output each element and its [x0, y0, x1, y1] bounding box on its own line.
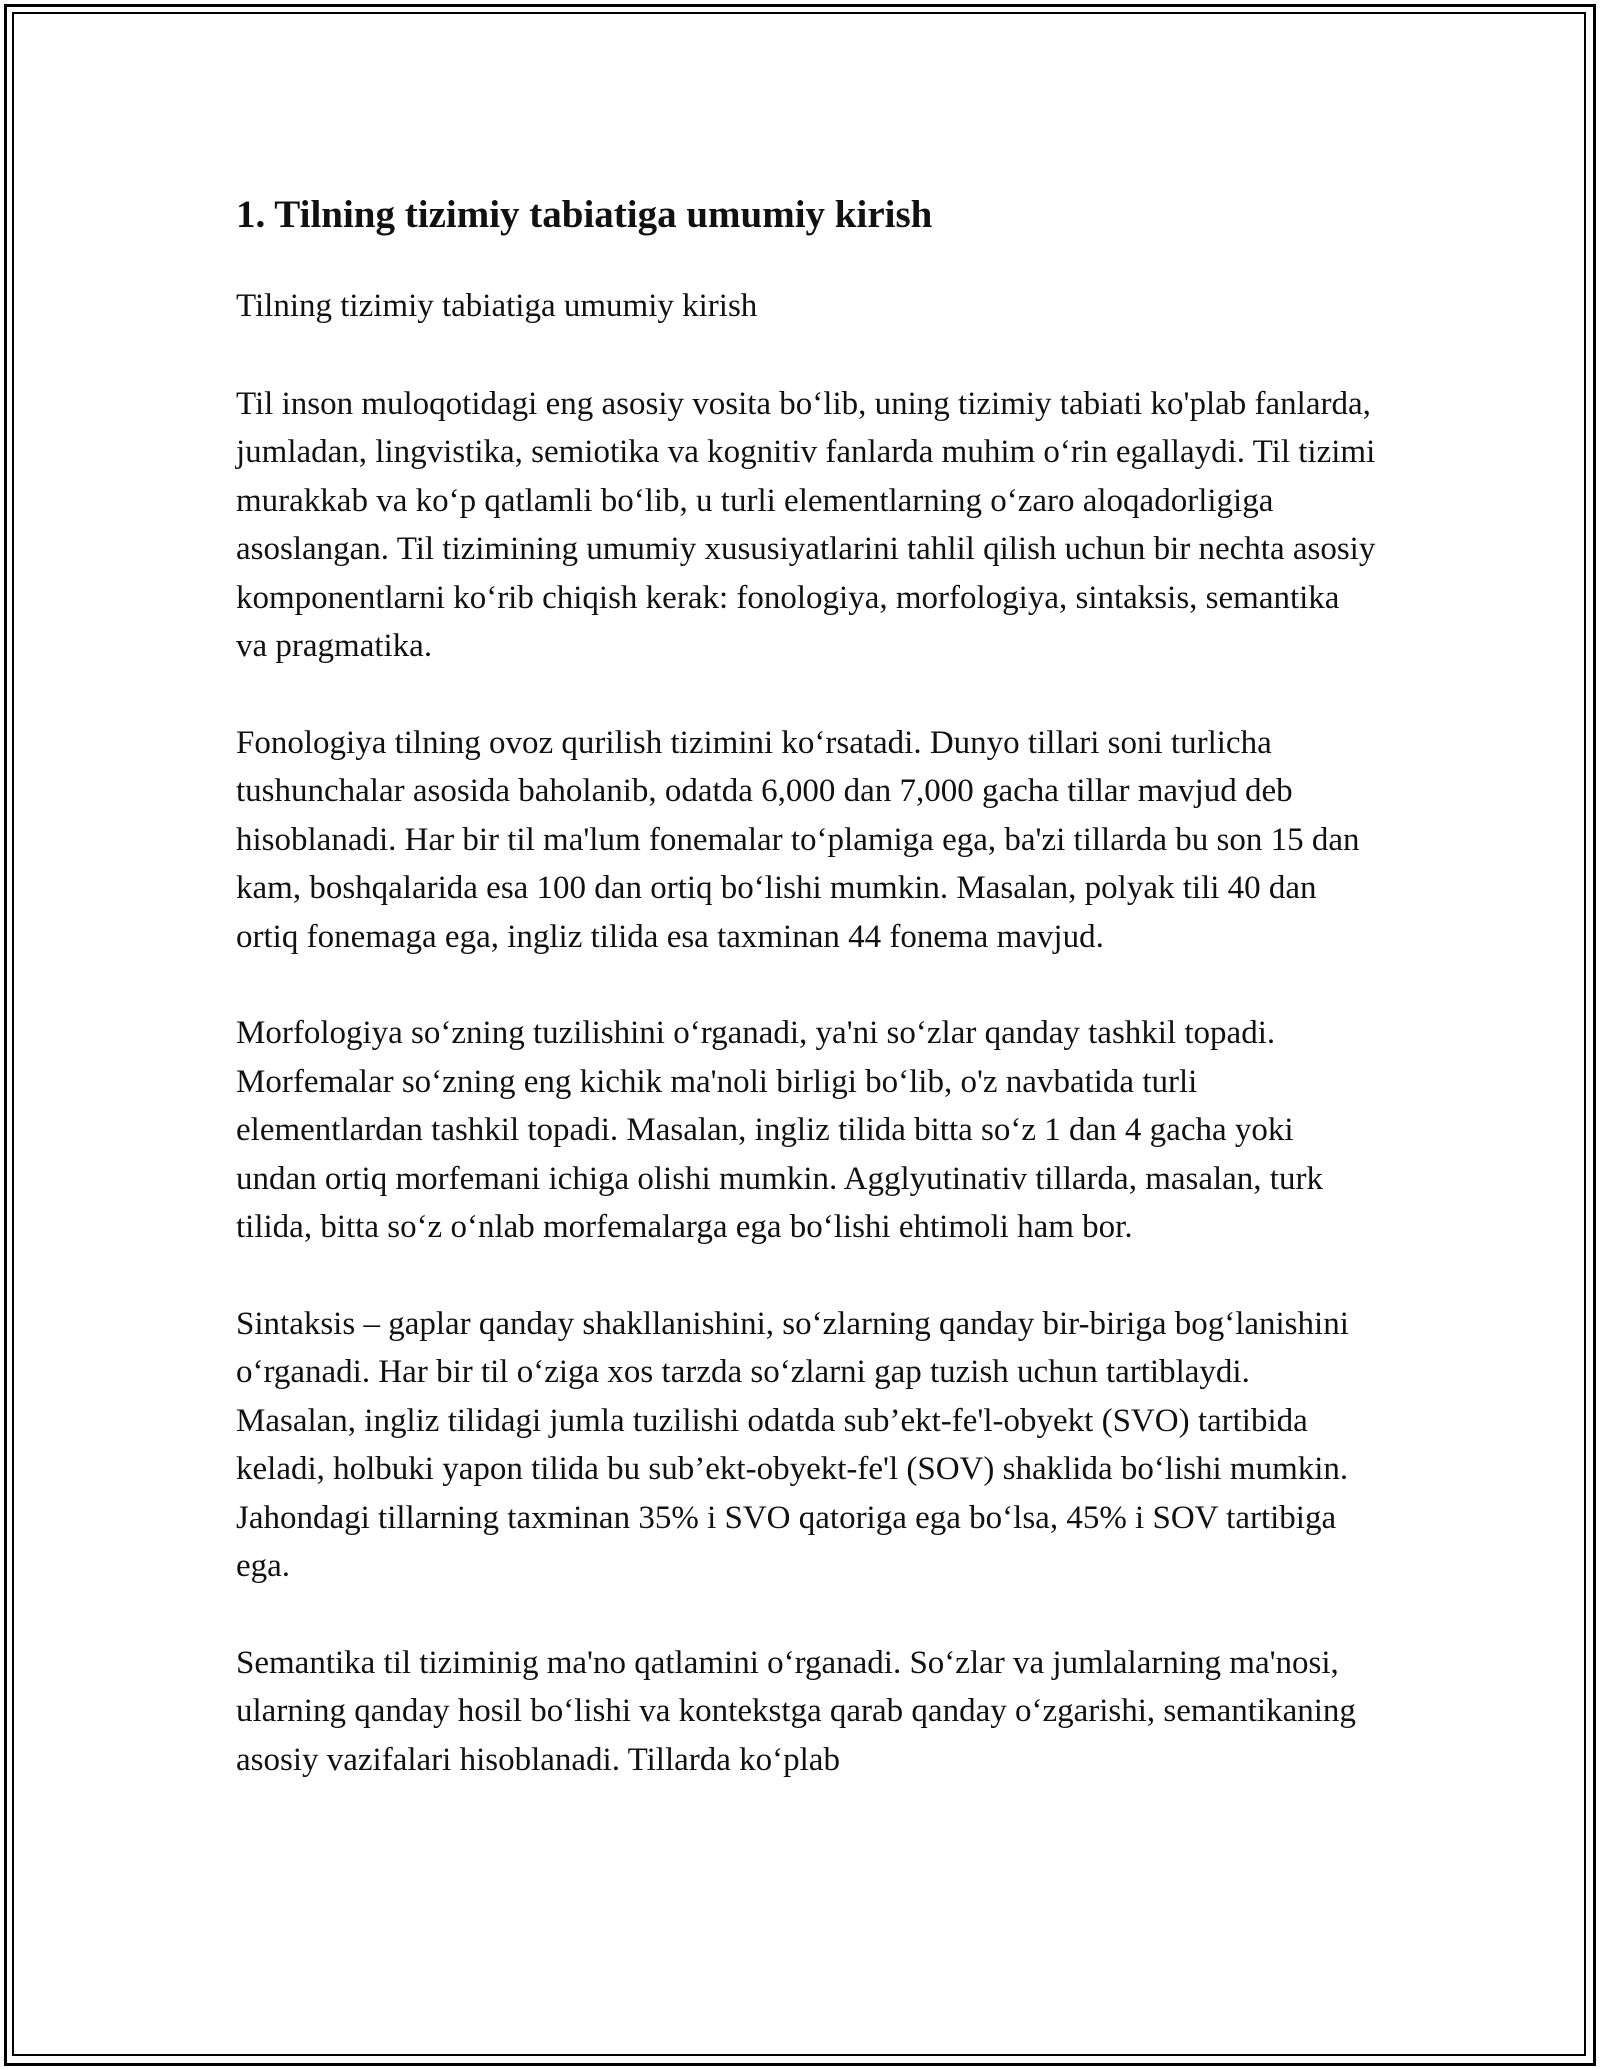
paragraph-morphology: Morfologiya so‘zning tuzilishini o‘rganadi, ya'ni so‘zlar qanday tashkil topadi. Morfemalar so‘zning eng kichik ma'noli birligi bo‘lib, o'z navbatida turli elementlardan tashkil topadi. Masalan, ingliz tilida bitta so‘z 1 dan 4 gacha yoki undan ortiq morfemani ichiga olishi mumkin. Agglyutinativ tillarda, masalan, turk tilida, bitta so‘z o‘nlab morfemalarga ega bo‘lishi ehtimoli ham bor. [236, 1015, 1323, 1245]
section-subtitle: Tilning tizimiy tabiatiga umumiy kirish [236, 288, 758, 324]
paragraph-intro: Til inson muloqotidagi eng asosiy vosita bo‘lib, uning tizimiy tabiati ko'plab fanlarda, jumladan, lingvistika, semiotika va kognitiv fanlarda muhim o‘rin egallaydi. Til tizimi murakkab va ko‘p qatlamli bo‘lib, u turli elementlarning o‘zaro aloqadorligiga asoslangan. Til tizimining umumiy xususiyatlarini tahlil qilish uchun bir nechta asosiy komponentlarni ko‘rib chiqish kerak: fonologiya, morfologiya, sintaksis, semantika va pragmatika. [236, 385, 1376, 664]
section-heading: 1. Tilning tizimiy tabiatiga umumiy kirish [236, 193, 933, 236]
document-body [236, 170, 1376, 1832]
paragraph-syntax: Sintaksis – gaplar qanday shakllanishini, so‘zlarning qanday bir-biriga bog‘lanishini o‘rganadi. Har bir til o‘ziga xos tarzda so‘zlarni gap tuzish uchun tartiblaydi. Masalan, ingliz tilidagi jumla tuzilishi odatda sub’ekt-fe'l-obyekt (SVO) tartibida keladi, holbuki yapon tilida bu sub’ekt-obyekt-fe'l (SOV) shaklida bo‘lishi mumkin. Jahondagi tillarning taxminan 35% i SVO qatoriga ega bo‘lsa, 45% i SOV tartibiga ega. [236, 1305, 1349, 1584]
paragraph-phonology: Fonologiya tilning ovoz qurilish tizimini ko‘rsatadi. Dunyo tillari soni turlicha tushunchalar asosida baholanib, odatda 6,000 dan 7,000 gacha tillar mavjud deb hisoblanadi. Har bir til ma'lum fonemalar to‘plamiga ega, ba'zi tillarda bu son 15 dan kam, boshqalarida esa 100 dan ortiq bo‘lishi mumkin. Masalan, polyak tili 40 dan ortiq fonemaga ega, ingliz tilida esa taxminan 44 fonema mavjud. [236, 724, 1360, 955]
paragraph-semantics: Semantika til tiziminig ma'no qatlamini o‘rganadi. So‘zlar va jumlalarning ma'nosi, ularning qanday hosil bo‘lishi va kontekstga qarab qanday o‘zgarishi, semantikaning asosiy vazifalari hisoblanadi. Tillarda ko‘plab [236, 1644, 1356, 1778]
